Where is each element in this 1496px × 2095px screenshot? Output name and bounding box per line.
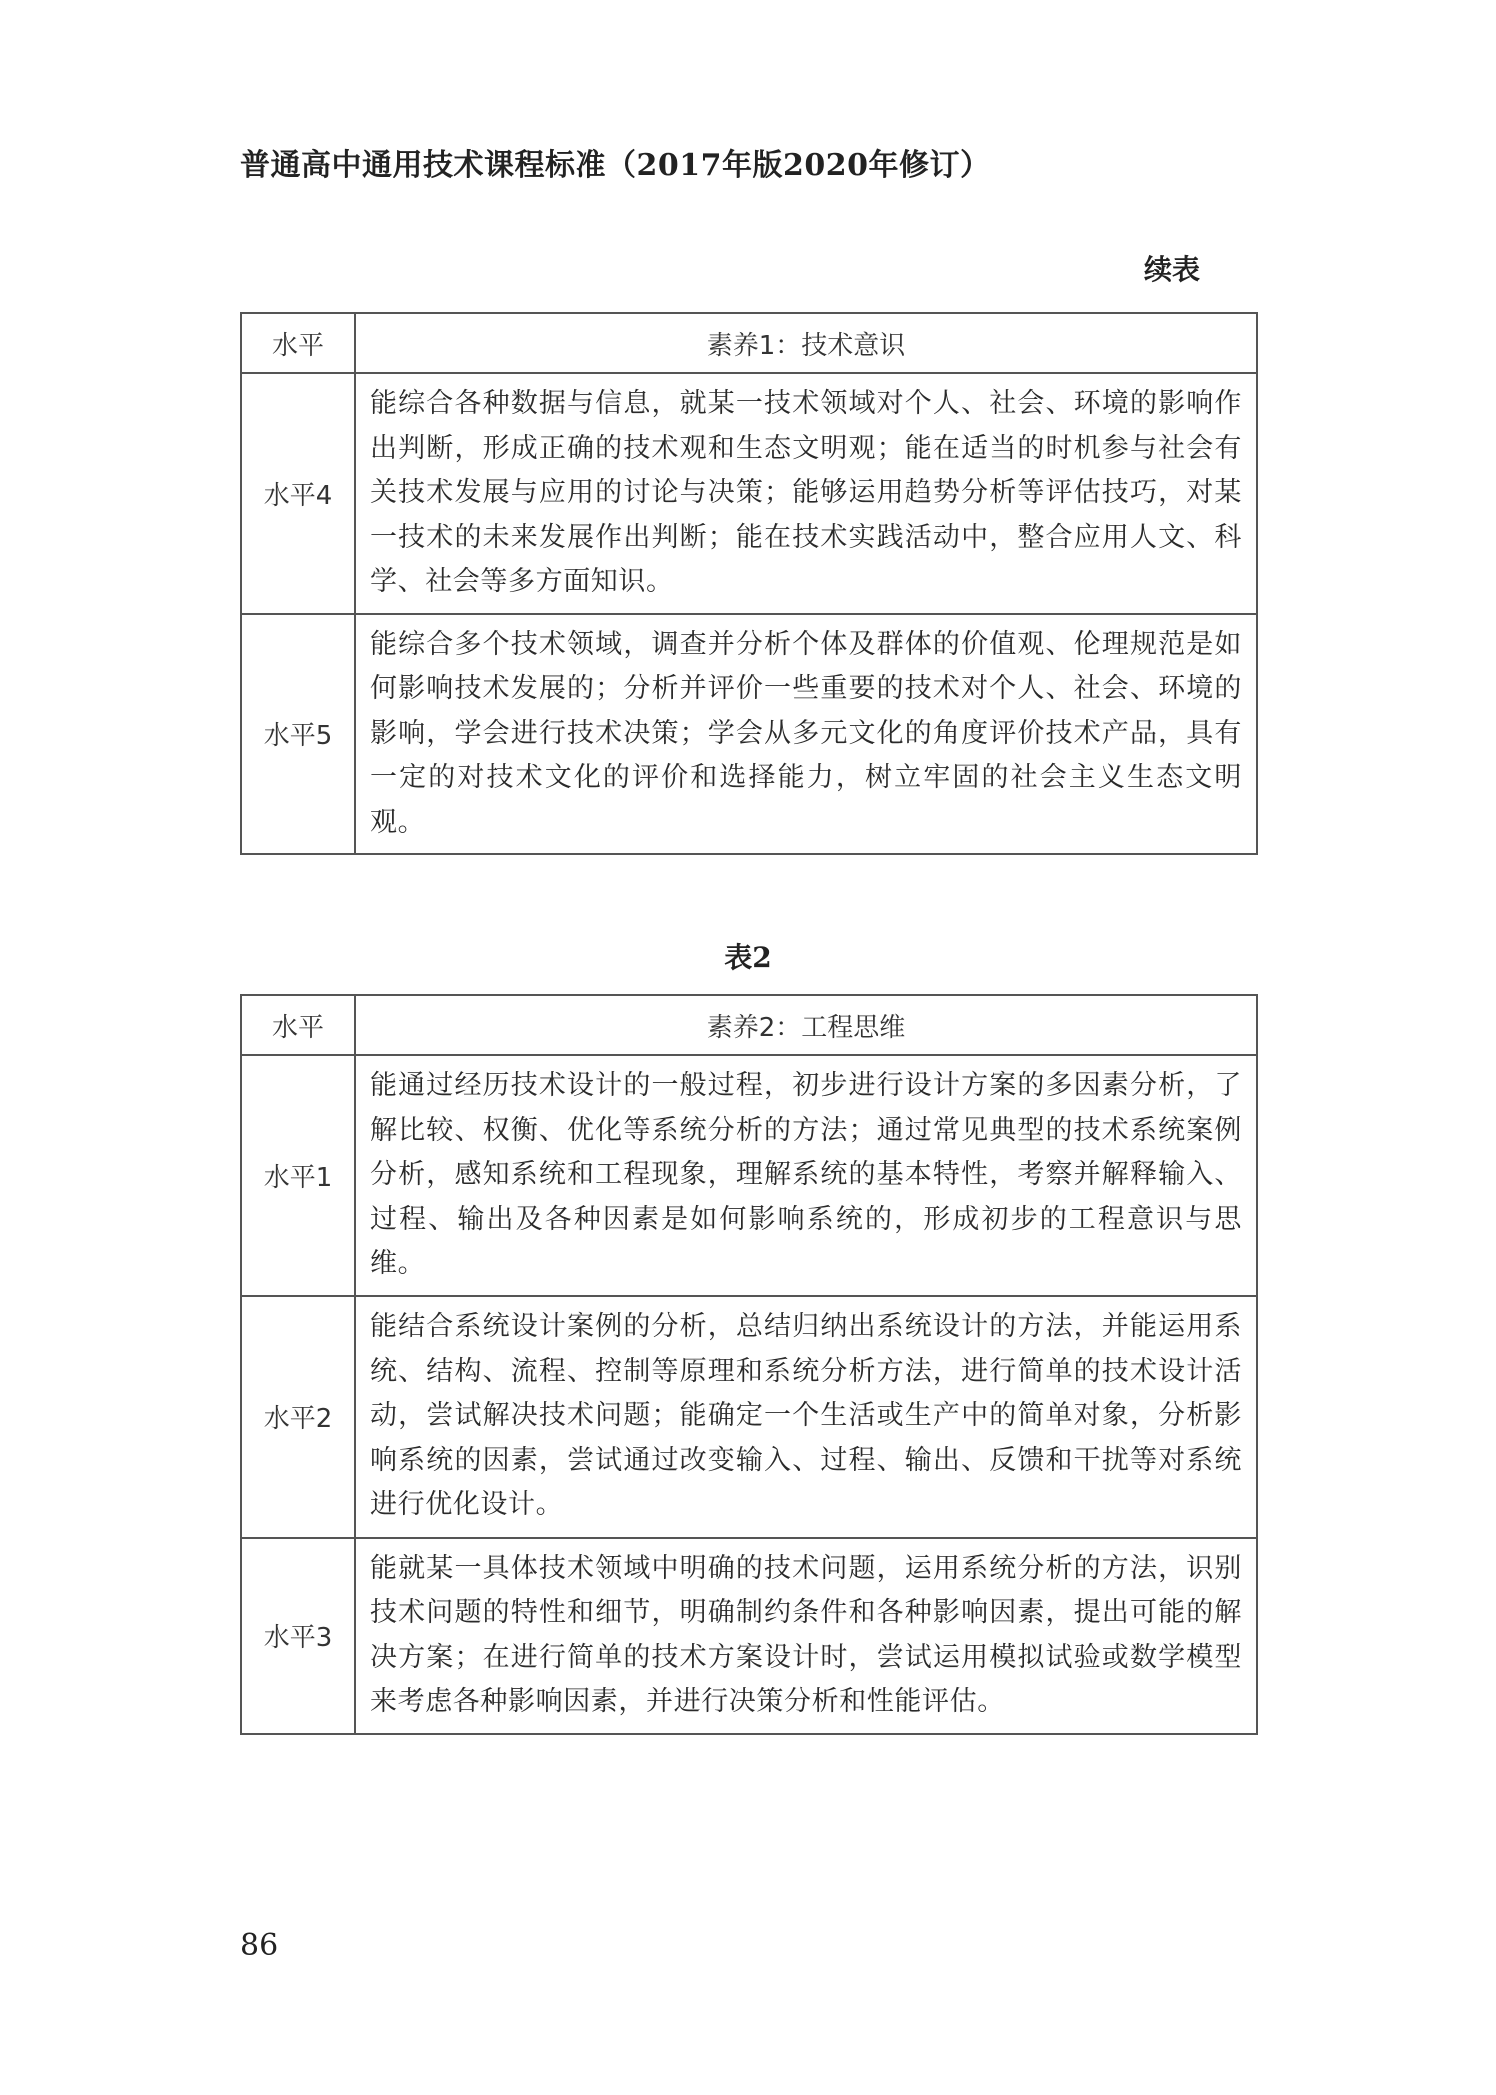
literacy-2-table bbox=[240, 994, 1258, 1735]
literacy-1-table bbox=[240, 312, 1258, 855]
literacy-column-header: 素养2：工程思维 bbox=[355, 995, 1257, 1055]
table-row bbox=[241, 1538, 1257, 1734]
description-cell: 能通过经历技术设计的一般过程，初步进行设计方案的多因素分析，了解比较、权衡、优化等系统分析的方法；通过常见典型的技术系统案例分析，感知系统和工程现象，理解系统的基本特性，考察并解释输入、过程、输出及各种因素是如何影响系统的，形成初步的工程意识与思维。 bbox=[355, 1055, 1257, 1296]
running-title: 普通高中通用技术课程标准（2017年版2020年修订） bbox=[240, 148, 991, 183]
table-row bbox=[241, 614, 1257, 855]
description-cell: 能综合各种数据与信息，就某一技术领域对个人、社会、环境的影响作出判断，形成正确的技术观和生态文明观；能在适当的时机参与社会有关技术发展与应用的讨论与决策；能够运用趋势分析等评估技巧，对某一技术的未来发展作出判断；能在技术实践活动中，整合应用人文、科学、社会等多方面知识。 bbox=[355, 373, 1257, 614]
level-cell: 水平5 bbox=[241, 614, 355, 855]
level-column-header: 水平 bbox=[241, 313, 355, 373]
table-row bbox=[241, 1296, 1257, 1538]
level-column-header: 水平 bbox=[241, 995, 355, 1055]
table-row bbox=[241, 1055, 1257, 1296]
level-cell: 水平2 bbox=[241, 1296, 355, 1538]
table-row bbox=[241, 373, 1257, 614]
description-cell: 能就某一具体技术领域中明确的技术问题，运用系统分析的方法，识别技术问题的特性和细节，明确制约条件和各种影响因素，提出可能的解决方案；在进行简单的技术方案设计时，尝试运用模拟试验或数学模型来考虑各种影响因素，并进行决策分析和性能评估。 bbox=[355, 1538, 1257, 1734]
level-cell: 水平3 bbox=[241, 1538, 355, 1734]
level-cell: 水平4 bbox=[241, 373, 355, 614]
table-2-caption: 表2 bbox=[724, 941, 772, 974]
page-number: 86 bbox=[240, 1928, 279, 1963]
literacy-column-header: 素养1：技术意识 bbox=[355, 313, 1257, 373]
level-cell: 水平1 bbox=[241, 1055, 355, 1296]
table-header-row bbox=[241, 313, 1257, 373]
description-cell: 能综合多个技术领域，调查并分析个体及群体的价值观、伦理规范是如何影响技术发展的；分析并评价一些重要的技术对个人、社会、环境的影响，学会进行技术决策；学会从多元文化的角度评价技术产品，具有一定的对技术文化的评价和选择能力，树立牢固的社会主义生态文明观。 bbox=[355, 614, 1257, 855]
description-cell: 能结合系统设计案例的分析，总结归纳出系统设计的方法，并能运用系统、结构、流程、控制等原理和系统分析方法，进行简单的技术设计活动，尝试解决技术问题；能确定一个生活或生产中的简单对象，分析影响系统的因素，尝试通过改变输入、过程、输出、反馈和干扰等对系统进行优化设计。 bbox=[355, 1296, 1257, 1538]
table-header-row bbox=[241, 995, 1257, 1055]
continued-table-label: 续表 bbox=[1143, 253, 1200, 286]
